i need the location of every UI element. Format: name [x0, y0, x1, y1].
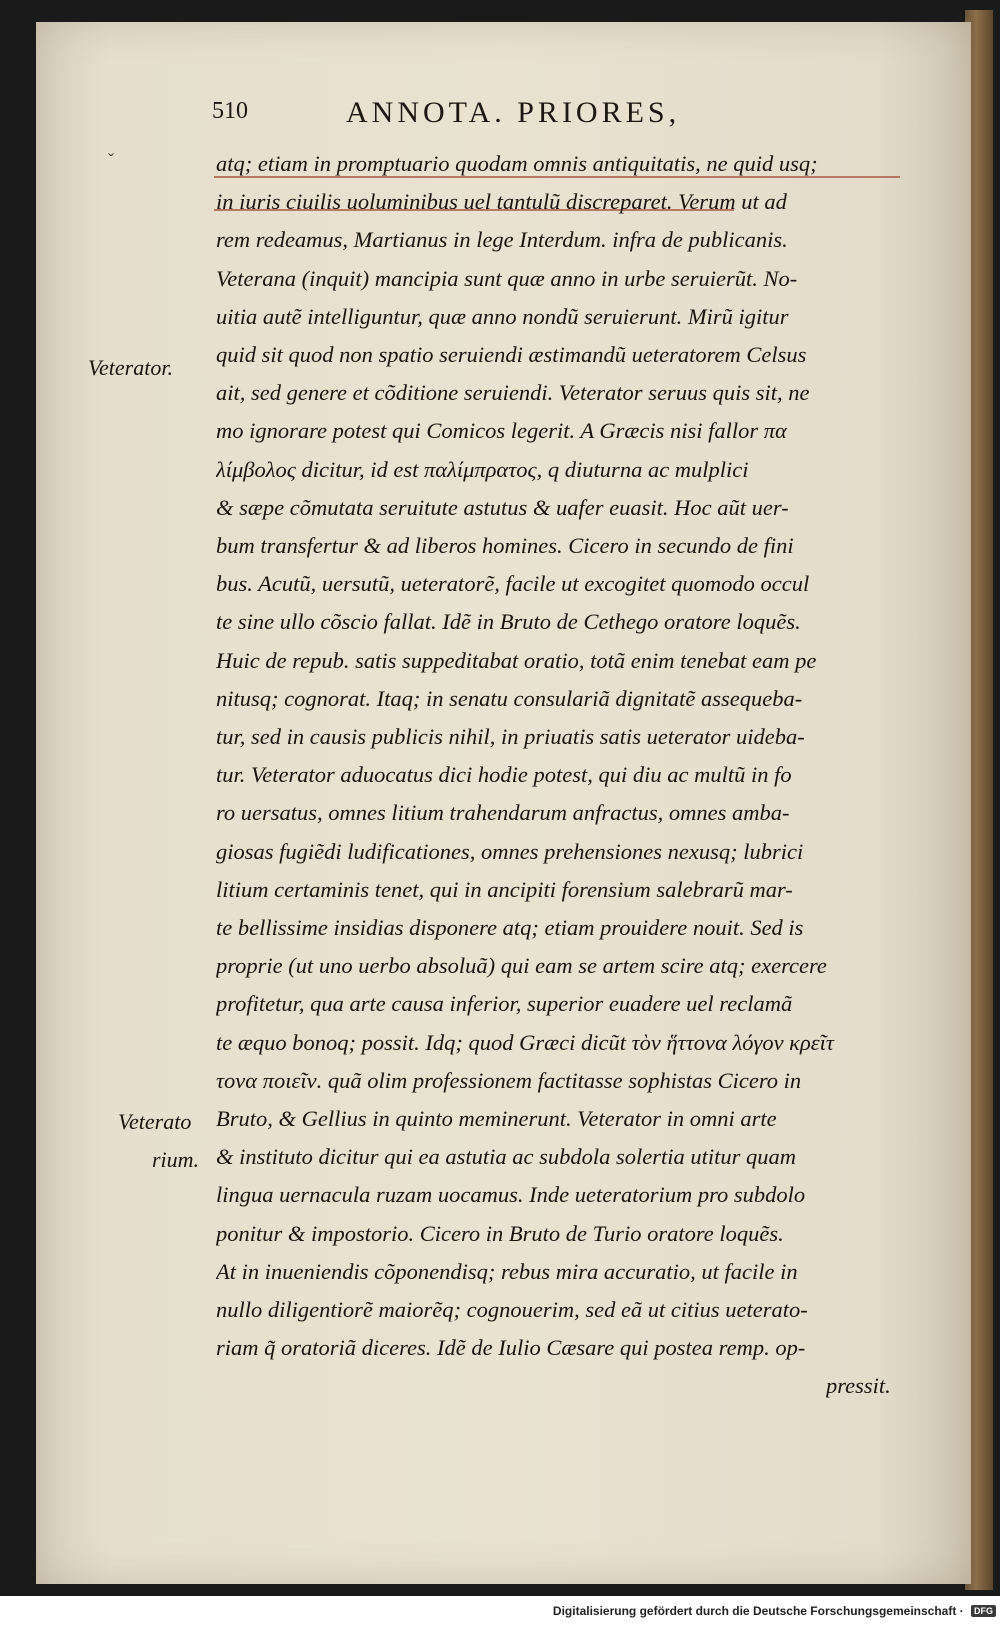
- margin-note-veteratorium-1: Veterato: [118, 1109, 192, 1134]
- running-head: [212, 96, 772, 136]
- text-line: Bruto, & Gellius in quinto meminerunt. Veterator in omni arte: [216, 1106, 777, 1131]
- text-line: ait, sed genere et cõditione seruiendi. Veterator seruus quis sit, ne: [216, 380, 810, 406]
- text-line: te sine ullo cõscio fallat. Idẽ in Bruto de Cethego oratore loquẽs.: [216, 609, 801, 635]
- footer-credit: [548, 1603, 996, 1621]
- text-line: τονα ποιεῖν. quã olim professionem factitasse sophistas Cicero in: [216, 1067, 802, 1093]
- text-line: profitetur, qua arte causa inferior, superior euadere uel reclamã: [216, 991, 793, 1017]
- text-line: tur, sed in causis publicis nihil, in priuatis satis ueterator uideba-: [216, 724, 805, 749]
- text-line: mo ignorare potest qui Comicos legerit. A Græcis nisi fallor πα: [216, 418, 787, 444]
- text-line: Huic de repub. satis suppeditabat oratio, totã enim tenebat eam pe: [216, 647, 817, 673]
- running-head-title: ANNOTA. PRIORES,: [346, 96, 681, 129]
- text-line: uitia autẽ intelliguntur, quæ anno nondũ seruierunt. Mirũ igitur: [216, 303, 789, 329]
- margin-note-veteratorium-2: rium.: [152, 1147, 200, 1172]
- text-line: rem redeamus, Martianus in lege Interdum. infra de publicanis.: [216, 227, 788, 253]
- text-line: te æquo bonoq; possit. Idq; quod Græci dicũt τὸν ἥττονα λόγον κρεῖτ: [216, 1029, 834, 1055]
- text-line: & sæpe cõmutata seruitute astutus & uafer euasit. Hoc aũt uer-: [216, 494, 789, 520]
- text-line: bum transfertur & ad liberos homines. Cicero in secundo de fini: [216, 533, 794, 558]
- margin-tick-mark: ˇ: [108, 150, 114, 170]
- text-line: giosas fugiẽdi ludificationes, omnes prehensiones nexusq; lubrici: [216, 838, 804, 864]
- text-line: riam q̃ oratoriã diceres. Idẽ de Iulio Cæsare qui postea remp. op-: [216, 1335, 806, 1361]
- text-line: in iuris ciuilis uoluminibus uel tantulũ discreparet. Verum ut ad: [216, 189, 787, 215]
- margin-note-veterator: Veterator.: [88, 355, 173, 380]
- text-line: Veterana (inquit) mancipia sunt quæ anno in urbe seruierũt. No-: [216, 265, 798, 291]
- footer-text: Digitalisierung gefördert durch die Deutsche Forschungsgemeinschaft ·: [552, 1603, 964, 1618]
- text-line: litium certaminis tenet, qui in ancipiti forensium salebrarũ mar-: [216, 876, 793, 902]
- text-line: te bellissime insidias disponere atq; etiam prouidere nouit. Sed is: [216, 915, 804, 940]
- text-line: bus. Acutũ, uersutũ, ueteratorẽ, facile ut excogitet quomodo occul: [216, 571, 810, 597]
- text-line: lingua uernacula ruzam uocamus. Inde ueteratorium pro subdolo: [216, 1182, 806, 1208]
- text-line: proprie (ut uno uerbo absoluã) qui eam se artem scire atq; exercere: [216, 953, 827, 979]
- text-line: nullo diligentiorẽ maiorẽq; cognouerim, sed eã ut citius ueterato-: [216, 1297, 808, 1322]
- text-line: pressit.: [826, 1373, 891, 1399]
- text-line: ponitur & impostorio. Cicero in Bruto de Turio oratore loquẽs.: [216, 1220, 784, 1246]
- text-line: atq; etiam in promptuario quodam omnis antiquitatis, ne quid usq;: [216, 151, 818, 176]
- text-line: tur. Veterator aduocatus dici hodie potest, qui diu ac multũ in fo: [216, 762, 792, 788]
- page-number: 510: [212, 98, 248, 124]
- text-line: λίμβολος dicitur, id est παλίμπρατος, q diuturna ac mulplici: [216, 456, 749, 482]
- text-line: quid sit quod non spatio seruiendi æstimandũ ueteratorem Celsus: [216, 342, 807, 367]
- text-line: At in inueniendis cõponendisq; rebus mira accuratio, ut facile in: [216, 1258, 798, 1284]
- text-line: nitusq; cognorat. Itaq; in senatu consulariã dignitatẽ assequeba-: [216, 685, 803, 711]
- text-line: ro uersatus, omnes litium trahendarum anfractus, omnes amba-: [216, 800, 790, 826]
- text-line: & instituto dicitur qui ea astutia ac subdola solertia utitur quam: [216, 1144, 797, 1170]
- dfg-logo: DFG: [971, 1605, 996, 1617]
